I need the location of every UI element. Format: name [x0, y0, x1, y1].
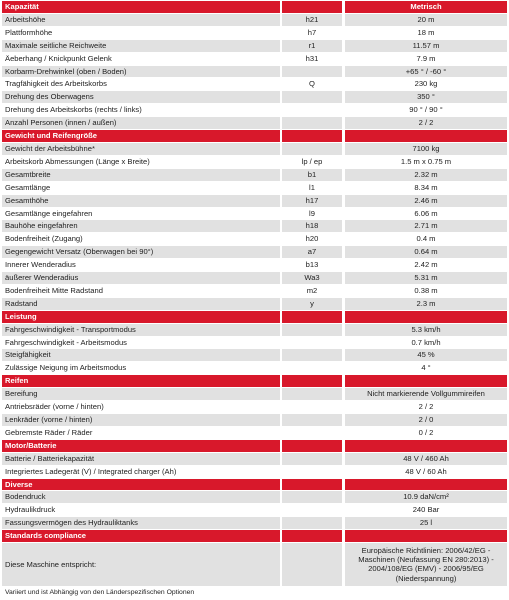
spec-value: 230 kg — [345, 78, 507, 90]
spec-value: 350 ° — [345, 91, 507, 103]
spec-row — [2, 453, 507, 465]
spec-symbol — [282, 466, 342, 478]
spec-symbol — [282, 491, 342, 503]
spec-label: Antriebsräder (vorne / hinten) — [2, 401, 280, 413]
spec-value: 2 / 2 — [345, 117, 507, 129]
spec-label: äußerer Wenderadius — [2, 272, 280, 284]
spec-row — [2, 517, 507, 529]
spec-symbol — [282, 504, 342, 516]
spec-row — [2, 272, 507, 284]
spec-symbol — [282, 453, 342, 465]
spec-value: 0.4 m — [345, 233, 507, 245]
section-header-row — [2, 440, 507, 452]
section-header-row — [2, 479, 507, 491]
spec-value: 2.42 m — [345, 259, 507, 271]
spec-symbol — [282, 517, 342, 529]
spec-symbol: l1 — [282, 182, 342, 194]
spec-label: Bauhöhe eingefahren — [2, 220, 280, 232]
spec-value: 90 ° / 90 ° — [345, 104, 507, 116]
spec-label: Fahrgeschwindigkeit - Arbeitsmodus — [2, 337, 280, 349]
section-title: Kapazität — [2, 1, 280, 13]
spec-symbol — [282, 66, 342, 78]
spec-row — [2, 349, 507, 361]
section-symbol-cell — [282, 1, 342, 13]
spec-label: Batterie / Batteriekapazität — [2, 453, 280, 465]
spec-row — [2, 246, 507, 258]
spec-row — [2, 220, 507, 232]
spec-label: Bodendruck — [2, 491, 280, 503]
section-title: Standards compliance — [2, 530, 280, 542]
spec-value: 25 l — [345, 517, 507, 529]
section-header-row — [2, 530, 507, 542]
spec-symbol: b13 — [282, 259, 342, 271]
spec-symbol — [282, 337, 342, 349]
spec-label: Gesamtlänge eingefahren — [2, 208, 280, 220]
spec-row — [2, 195, 507, 207]
section-symbol-cell — [282, 375, 342, 387]
specification-table — [2, 0, 507, 587]
spec-value: 11.57 m — [345, 40, 507, 52]
spec-label: Gesamthöhe — [2, 195, 280, 207]
spec-symbol — [282, 362, 342, 374]
spec-symbol — [282, 427, 342, 439]
spec-value: 45 % — [345, 349, 507, 361]
spec-symbol — [282, 104, 342, 116]
spec-value: 48 V / 460 Ah — [345, 453, 507, 465]
spec-row — [2, 78, 507, 90]
spec-label: Lenkräder (vorne / hinten) — [2, 414, 280, 426]
section-unit-header — [345, 440, 507, 452]
spec-label: Plattformhöhe — [2, 27, 280, 39]
spec-symbol — [282, 349, 342, 361]
spec-symbol — [282, 414, 342, 426]
spec-symbol — [282, 324, 342, 336]
spec-symbol: h18 — [282, 220, 342, 232]
spec-label: Fassungsvermögen des Hydrauliktanks — [2, 517, 280, 529]
spec-row — [2, 414, 507, 426]
spec-label: Äeberhang / Knickpunkt Gelenk — [2, 53, 280, 65]
section-title: Diverse — [2, 479, 280, 491]
spec-symbol — [282, 388, 342, 400]
section-unit-header — [345, 311, 507, 323]
spec-symbol: m2 — [282, 285, 342, 297]
section-unit-header — [345, 375, 507, 387]
spec-row — [2, 143, 507, 155]
section-header-row — [2, 311, 507, 323]
spec-row — [2, 401, 507, 413]
spec-row — [2, 233, 507, 245]
spec-symbol — [282, 401, 342, 413]
spec-row — [2, 53, 507, 65]
spec-row — [2, 543, 507, 586]
spec-label: Bereifung — [2, 388, 280, 400]
spec-value: 0.7 km/h — [345, 337, 507, 349]
spec-value: 5.31 m — [345, 272, 507, 284]
spec-row — [2, 208, 507, 220]
spec-row — [2, 491, 507, 503]
section-header-row — [2, 1, 507, 13]
spec-row — [2, 362, 507, 374]
spec-label: Maximale seitliche Reichweite — [2, 40, 280, 52]
section-symbol-cell — [282, 530, 342, 542]
section-title: Reifen — [2, 375, 280, 387]
spec-value: 0 / 2 — [345, 427, 507, 439]
spec-value: +65 ° / -60 ° — [345, 66, 507, 78]
spec-value: 6.06 m — [345, 208, 507, 220]
section-header-row — [2, 375, 507, 387]
spec-symbol: Q — [282, 78, 342, 90]
spec-symbol: a7 — [282, 246, 342, 258]
spec-label: Innerer Wenderadius — [2, 259, 280, 271]
spec-label: Diese Maschine entspricht: — [2, 543, 280, 586]
spec-row — [2, 27, 507, 39]
spec-value: 7100 kg — [345, 143, 507, 155]
spec-value: 2.46 m — [345, 195, 507, 207]
spec-value: 18 m — [345, 27, 507, 39]
spec-value: 0.64 m — [345, 246, 507, 258]
spec-row — [2, 285, 507, 297]
spec-value: 2.71 m — [345, 220, 507, 232]
spec-label: Arbeitskorb Abmessungen (Länge x Breite) — [2, 156, 280, 168]
spec-symbol: h21 — [282, 14, 342, 26]
spec-label: Steigfähigkeit — [2, 349, 280, 361]
spec-symbol: b1 — [282, 169, 342, 181]
section-title: Leistung — [2, 311, 280, 323]
spec-row — [2, 14, 507, 26]
spec-symbol — [282, 91, 342, 103]
spec-value: 5.3 km/h — [345, 324, 507, 336]
spec-label: Integriertes Ladegerät (V) / Integrated charger (Ah) — [2, 466, 280, 478]
spec-symbol — [282, 143, 342, 155]
section-symbol-cell — [282, 440, 342, 452]
spec-symbol: h17 — [282, 195, 342, 207]
section-title: Gewicht und Reifengröße — [2, 130, 280, 142]
spec-value: 8.34 m — [345, 182, 507, 194]
spec-label: Drehung des Arbeitskorbs (rechts / links) — [2, 104, 280, 116]
spec-label: Hydraulikdruck — [2, 504, 280, 516]
spec-label: Zulässige Neigung im Arbeitsmodus — [2, 362, 280, 374]
spec-label: Gesamtbreite — [2, 169, 280, 181]
spec-row — [2, 169, 507, 181]
spec-row — [2, 40, 507, 52]
spec-value: 4 ° — [345, 362, 507, 374]
spec-row — [2, 504, 507, 516]
spec-row — [2, 117, 507, 129]
spec-row — [2, 298, 507, 310]
spec-value: 2.32 m — [345, 169, 507, 181]
section-unit-header — [345, 130, 507, 142]
spec-row — [2, 466, 507, 478]
spec-value: 2 / 2 — [345, 401, 507, 413]
spec-symbol: h20 — [282, 233, 342, 245]
spec-label: Gegengewicht Versatz (Oberwagen bei 90°) — [2, 246, 280, 258]
spec-value: 20 m — [345, 14, 507, 26]
spec-row — [2, 337, 507, 349]
spec-symbol: lp / ep — [282, 156, 342, 168]
section-unit-header — [345, 530, 507, 542]
spec-label: Gewicht der Arbeitsbühne* — [2, 143, 280, 155]
spec-symbol: r1 — [282, 40, 342, 52]
section-unit-header: Metrisch — [345, 1, 507, 13]
footnote: Variiert und ist Abhängig von den Länderspezifischen Optionen — [5, 589, 195, 596]
spec-row — [2, 182, 507, 194]
section-header-row — [2, 130, 507, 142]
section-unit-header — [345, 479, 507, 491]
spec-label: Korbarm-Drehwinkel (oben / Boden) — [2, 66, 280, 78]
spec-label: Anzahl Personen (innen / außen) — [2, 117, 280, 129]
spec-label: Arbeitshöhe — [2, 14, 280, 26]
spec-symbol: l9 — [282, 208, 342, 220]
spec-value: Europäische Richtlinien: 2006/42/EG - Maschinen (Neufassung EN 280:2013) - 2004/108/EG (EMV) - 2006/95/EG (Niederspannung) — [345, 543, 507, 586]
spec-row — [2, 156, 507, 168]
spec-value: 10.9 daN/cm² — [345, 491, 507, 503]
section-symbol-cell — [282, 479, 342, 491]
spec-label: Bodenfreiheit (Zugang) — [2, 233, 280, 245]
spec-symbol: h31 — [282, 53, 342, 65]
spec-label: Radstand — [2, 298, 280, 310]
spec-symbol: Wa3 — [282, 272, 342, 284]
spec-label: Bodenfreiheit Mitte Radstand — [2, 285, 280, 297]
spec-label: Gebremste Räder / Räder — [2, 427, 280, 439]
section-symbol-cell — [282, 130, 342, 142]
spec-row — [2, 427, 507, 439]
spec-label: Gesamtlänge — [2, 182, 280, 194]
spec-symbol: h7 — [282, 27, 342, 39]
spec-value: 2.3 m — [345, 298, 507, 310]
spec-value: 240 Bar — [345, 504, 507, 516]
spec-row — [2, 259, 507, 271]
spec-row — [2, 388, 507, 400]
spec-value: Nicht markierende Vollgummireifen — [345, 388, 507, 400]
spec-symbol — [282, 117, 342, 129]
spec-row — [2, 324, 507, 336]
spec-value: 1.5 m x 0.75 m — [345, 156, 507, 168]
section-title: Motor/Batterie — [2, 440, 280, 452]
spec-label: Fahrgeschwindigkeit - Transportmodus — [2, 324, 280, 336]
spec-value: 2 / 0 — [345, 414, 507, 426]
spec-value: 48 V / 60 Ah — [345, 466, 507, 478]
spec-row — [2, 66, 507, 78]
spec-value: 0.38 m — [345, 285, 507, 297]
spec-label: Drehung des Oberwagens — [2, 91, 280, 103]
spec-row — [2, 91, 507, 103]
section-symbol-cell — [282, 311, 342, 323]
spec-symbol — [282, 543, 342, 586]
spec-label: Tragfähigkeit des Arbeitskorbs — [2, 78, 280, 90]
spec-symbol: y — [282, 298, 342, 310]
spec-value: 7.9 m — [345, 53, 507, 65]
spec-row — [2, 104, 507, 116]
